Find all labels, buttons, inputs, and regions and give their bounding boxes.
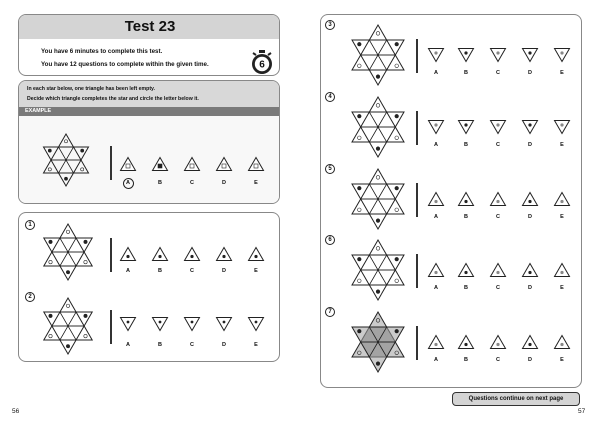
page-number-right: 57 <box>578 408 586 415</box>
q2-option-c <box>184 317 200 331</box>
divider <box>110 146 112 180</box>
option-e[interactable]: E <box>560 357 564 363</box>
q5-option-e <box>554 192 570 206</box>
q5-option-b <box>458 192 474 206</box>
question-1-star <box>38 222 98 282</box>
option-a[interactable]: A <box>434 357 438 363</box>
option-b[interactable]: B <box>464 357 468 363</box>
q2-option-e <box>248 317 264 331</box>
q6-option-e <box>554 263 570 277</box>
option-d[interactable]: D <box>528 357 532 363</box>
option-a[interactable]: A <box>434 142 438 148</box>
option-c[interactable]: C <box>496 70 500 76</box>
divider <box>416 183 418 217</box>
q7-option-d <box>522 335 538 349</box>
question-number-4: 4 <box>325 92 335 102</box>
question-number-3: 3 <box>325 20 335 30</box>
q4-option-b <box>458 120 474 134</box>
q5-option-a <box>428 192 444 206</box>
option-e[interactable]: E <box>560 142 564 148</box>
divider <box>416 39 418 73</box>
q6-option-b <box>458 263 474 277</box>
q3-option-a <box>428 48 444 62</box>
divider <box>416 254 418 288</box>
option-c[interactable]: C <box>496 142 500 148</box>
q7-option-a <box>428 335 444 349</box>
test-header <box>18 14 280 76</box>
option-a[interactable]: A <box>434 214 438 220</box>
option-c[interactable]: C <box>190 342 194 348</box>
timer-value: 6 <box>259 59 265 71</box>
question-5-star <box>346 167 410 231</box>
q5-option-c <box>490 192 506 206</box>
option-e[interactable]: E <box>560 70 564 76</box>
stopwatch-icon <box>251 49 273 75</box>
option-a[interactable]: A <box>434 70 438 76</box>
q4-option-a <box>428 120 444 134</box>
q5-option-d <box>522 192 538 206</box>
option-c[interactable]: C <box>190 180 194 186</box>
q4-option-c <box>490 120 506 134</box>
q2-option-b <box>152 317 168 331</box>
divider <box>110 310 112 344</box>
q3-option-c <box>490 48 506 62</box>
option-c[interactable]: C <box>496 285 500 291</box>
option-b[interactable]: B <box>464 70 468 76</box>
divider <box>416 111 418 145</box>
q1-option-c <box>184 247 200 261</box>
question-4-star <box>346 95 410 159</box>
question-count-text: You have 12 questions to complete within the given time. <box>41 61 209 68</box>
option-a[interactable]: A <box>434 285 438 291</box>
q6-option-c <box>490 263 506 277</box>
option-e[interactable]: E <box>254 268 258 274</box>
q1-option-b <box>152 247 168 261</box>
continue-notice: Questions continue on next page <box>452 392 580 406</box>
q3-option-d <box>522 48 538 62</box>
option-d[interactable]: D <box>528 285 532 291</box>
q7-option-e <box>554 335 570 349</box>
question-7-star <box>346 310 410 374</box>
option-e[interactable]: E <box>254 180 258 186</box>
question-number-7: 7 <box>325 307 335 317</box>
q4-option-d <box>522 120 538 134</box>
example-option-d <box>216 157 232 171</box>
q3-option-b <box>458 48 474 62</box>
option-c[interactable]: C <box>190 268 194 274</box>
q6-option-d <box>522 263 538 277</box>
q1-option-a <box>120 247 136 261</box>
answer-circle <box>123 178 134 189</box>
test-title: Test 23 <box>19 15 280 39</box>
option-b[interactable]: B <box>464 214 468 220</box>
option-d[interactable]: D <box>222 268 226 274</box>
example-option-a <box>120 157 136 171</box>
q1-option-e <box>248 247 264 261</box>
question-number-2: 2 <box>25 292 35 302</box>
option-b[interactable]: B <box>158 180 162 186</box>
option-d[interactable]: D <box>528 142 532 148</box>
example-option-e <box>248 157 264 171</box>
option-e[interactable]: E <box>560 214 564 220</box>
option-a[interactable]: A <box>126 342 130 348</box>
divider <box>110 238 112 272</box>
q7-option-b <box>458 335 474 349</box>
option-b[interactable]: B <box>158 342 162 348</box>
question-number-6: 6 <box>325 235 335 245</box>
q6-option-a <box>428 263 444 277</box>
instruction-line-2: Decide which triangle completes the star and circle the letter below it. <box>27 96 199 102</box>
option-c[interactable]: C <box>496 357 500 363</box>
option-e[interactable]: E <box>560 285 564 291</box>
q1-option-d <box>216 247 232 261</box>
page-number-left: 56 <box>12 408 20 415</box>
example-option-c <box>184 157 200 171</box>
option-b[interactable]: B <box>158 268 162 274</box>
time-limit-text: You have 6 minutes to complete this test. <box>41 48 163 55</box>
q3-option-e <box>554 48 570 62</box>
option-d[interactable]: D <box>528 70 532 76</box>
divider <box>416 326 418 360</box>
q2-option-a <box>120 317 136 331</box>
question-3-star <box>346 23 410 87</box>
question-2-star <box>38 296 98 356</box>
question-number-5: 5 <box>325 164 335 174</box>
example-star <box>38 132 94 188</box>
option-b[interactable]: B <box>464 285 468 291</box>
question-6-star <box>346 238 410 302</box>
option-d[interactable]: D <box>528 214 532 220</box>
q2-option-d <box>216 317 232 331</box>
option-a[interactable]: A <box>126 268 130 274</box>
example-option-b <box>152 157 168 171</box>
instruction-line-1: In each star below, one triangle has been left empty. <box>27 86 155 92</box>
option-b[interactable]: B <box>464 142 468 148</box>
option-e[interactable]: E <box>254 342 258 348</box>
option-c[interactable]: C <box>496 214 500 220</box>
q4-option-e <box>554 120 570 134</box>
option-d[interactable]: D <box>222 342 226 348</box>
option-a[interactable]: A <box>126 180 130 186</box>
q7-option-c <box>490 335 506 349</box>
example-label: EXAMPLE <box>19 107 280 116</box>
question-number-1: 1 <box>25 220 35 230</box>
option-d[interactable]: D <box>222 180 226 186</box>
